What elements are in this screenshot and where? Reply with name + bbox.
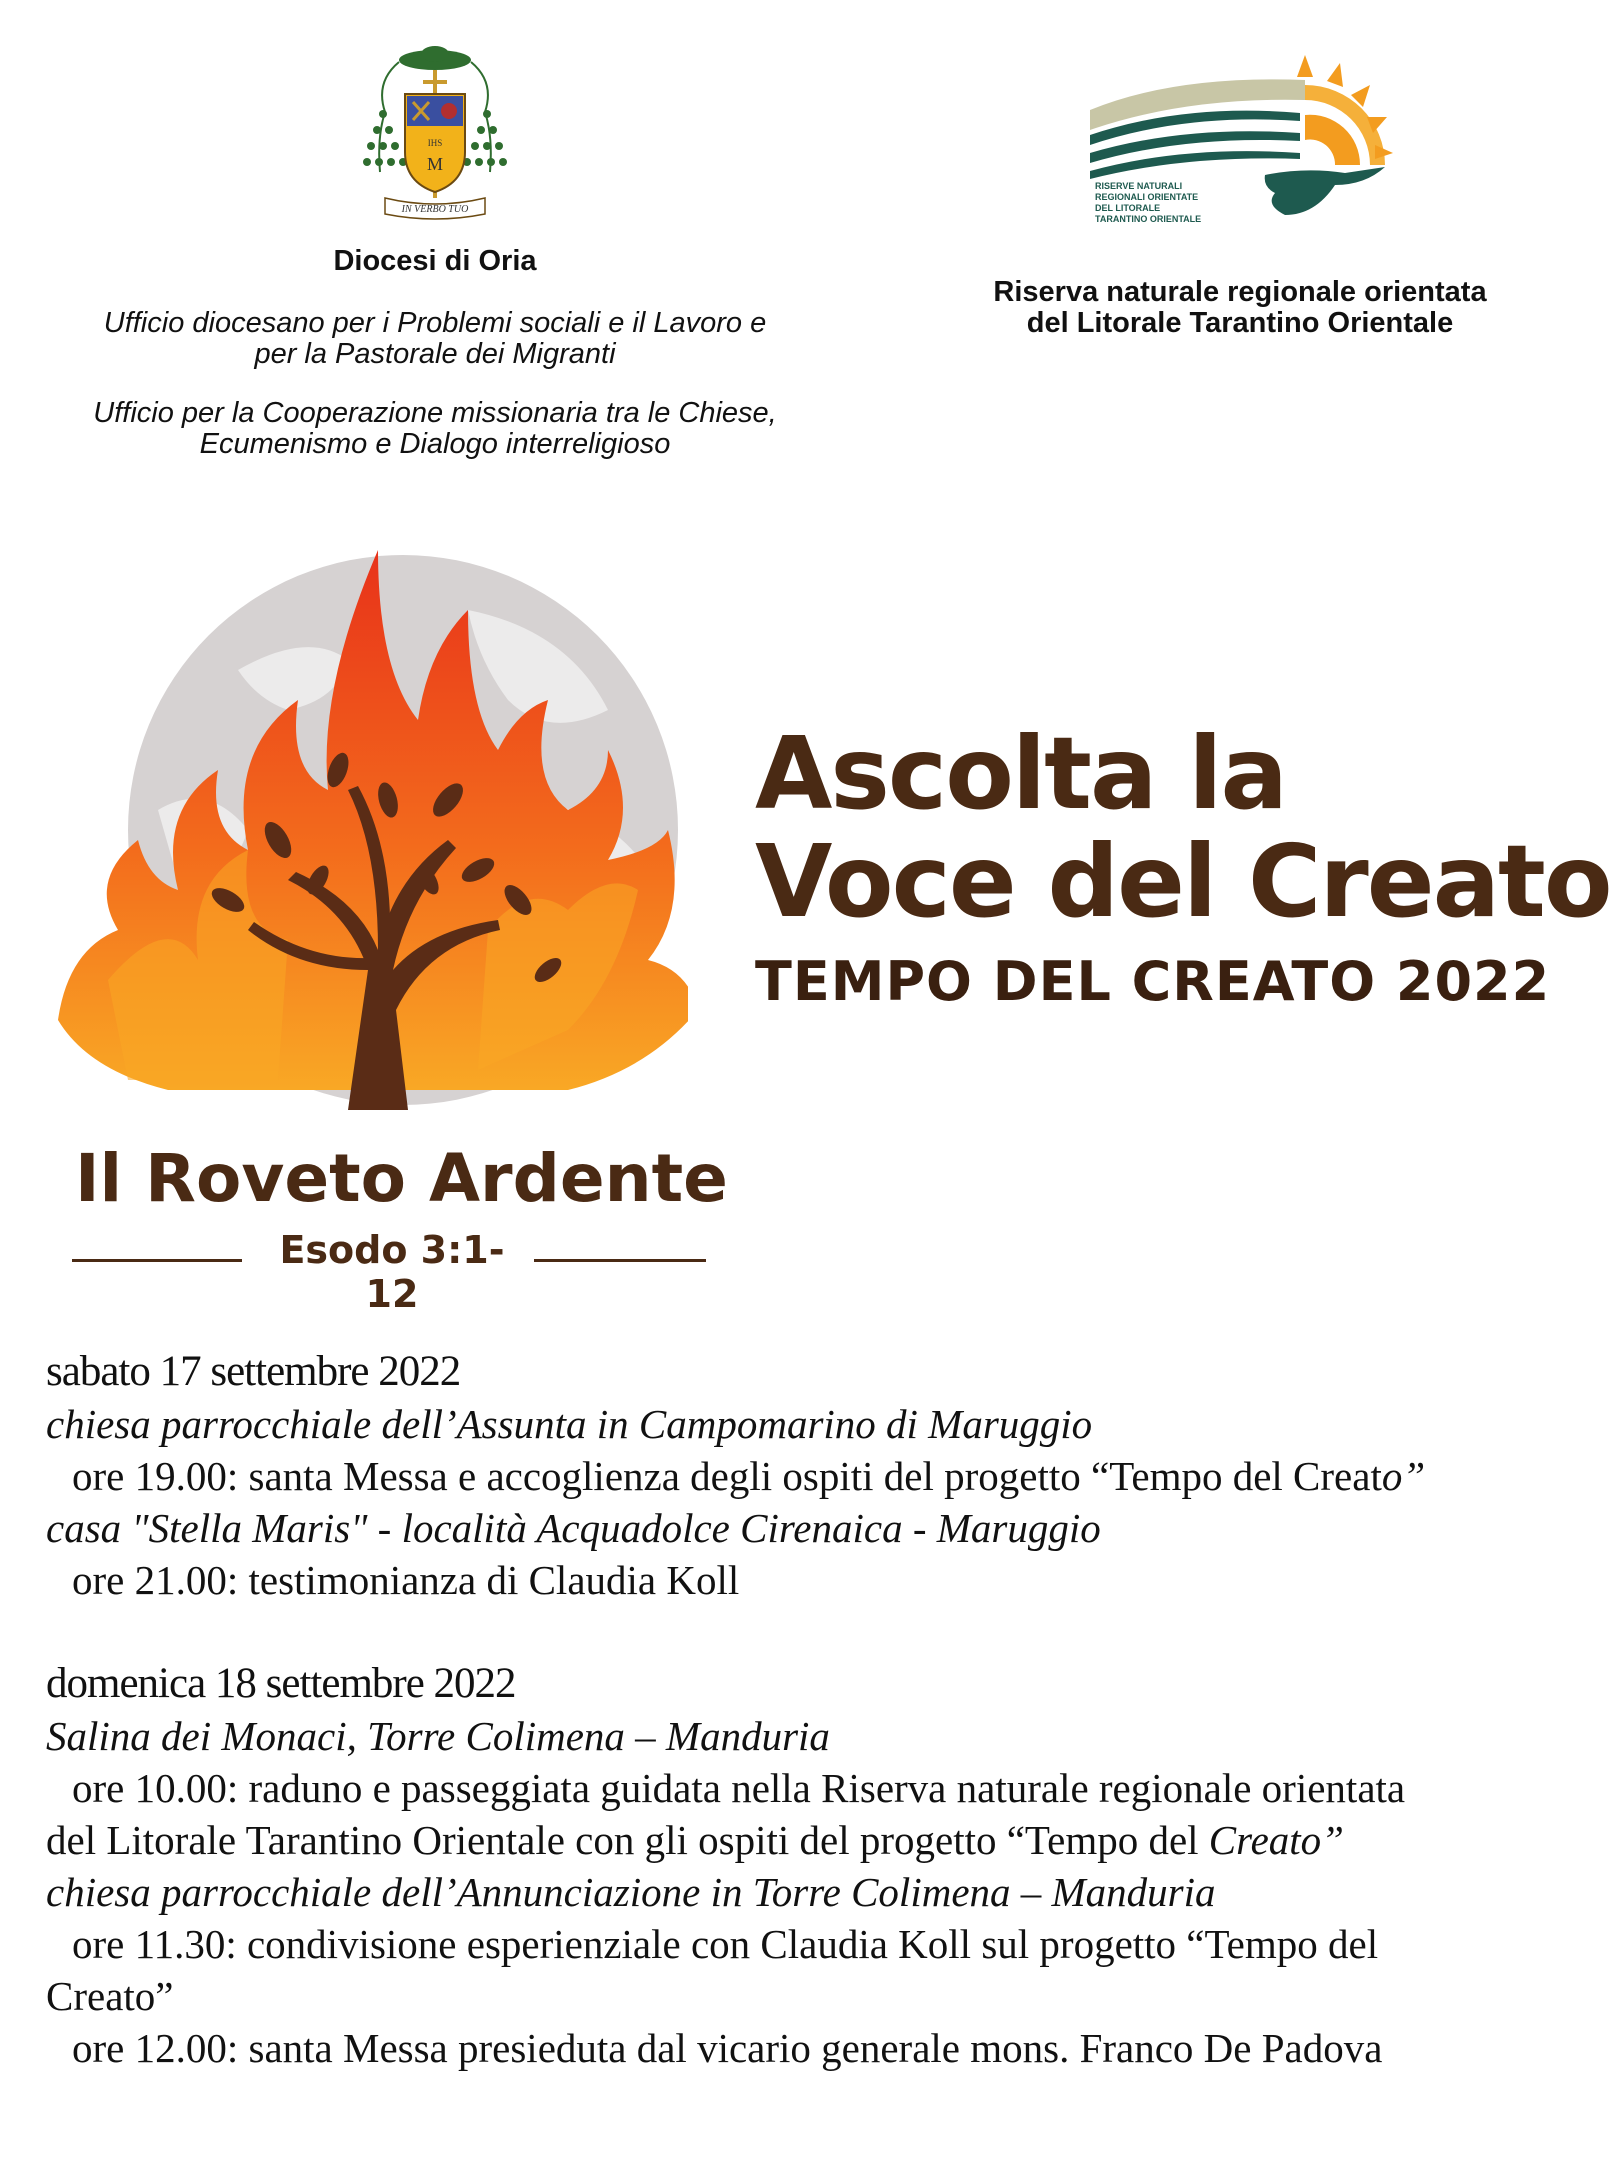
day2-place2: chiesa parrocchiale dell’Annunciazione in Torre Colimena – Manduria [46, 1869, 1216, 1915]
main-subtitle: TEMPO DEL CREATO 2022 [755, 950, 1551, 1013]
svg-text:DEL LITORALE: DEL LITORALE [1095, 203, 1161, 213]
program-day1 [46, 1346, 1596, 1606]
office-description-1 [0, 308, 885, 370]
svg-text:IN VERBO TUO: IN VERBO TUO [401, 204, 469, 215]
office-description-2-line1: Ufficio per la Cooperazione missionaria tra le Chiese, [93, 397, 777, 429]
office-description-2-line2: Ecumenismo e Dialogo interreligioso [199, 428, 671, 460]
svg-text:IHS: IHS [427, 138, 443, 148]
reserve-caption-line1: Riserva naturale regionale orientata [993, 276, 1487, 308]
divider-right [534, 1259, 706, 1262]
svg-text:REGIONALI ORIENTATE: REGIONALI ORIENTATE [1095, 192, 1199, 202]
svg-text:TARANTINO ORIENTALE: TARANTINO ORIENTALE [1095, 214, 1202, 224]
day1-event1: ore 19.00: santa Messa e accoglienza degli ospiti del progetto “Tempo del Creato” [72, 1453, 1426, 1499]
divider-left [72, 1259, 242, 1262]
svg-text:RISERVE NATURALI: RISERVE NATURALI [1095, 181, 1183, 191]
office-description-1-line1: Ufficio diocesano per i Problemi sociali e il Lavoro e [103, 307, 767, 339]
reserve-caption [960, 277, 1520, 339]
day1-place1: chiesa parrocchiale dell’Assunta in Campomarino di Maruggio [46, 1401, 1093, 1447]
day1-date: sabato 17 settembre 2022 [46, 1348, 461, 1395]
scripture-reference: Esodo 3:1-12 [279, 1228, 505, 1316]
diocese-coat-of-arms [355, 42, 515, 232]
day2-event3: ore 12.00: santa Messa presieduta dal vicario generale mons. Franco De Padova [72, 2025, 1383, 2071]
day2-event1-line2: del Litorale Tarantino Orientale con gli ospiti del progetto “Tempo del Creato” [46, 1817, 1344, 1863]
day1-event2: ore 21.00: testimonianza di Claudia Koll [72, 1557, 740, 1603]
office-description-1-line2: per la Pastorale dei Migranti [254, 338, 616, 370]
emblem-reference-row [72, 1228, 712, 1316]
emblem-title: Il Roveto Ardente [75, 1140, 728, 1217]
diocese-name: Diocesi di Oria [333, 245, 537, 277]
day2-place1: Salina dei Monaci, Torre Colimena – Manduria [46, 1713, 830, 1759]
day2-event1-line1: ore 10.00: raduno e passeggiata guidata nella Riserva naturale regionale orientata [72, 1765, 1406, 1811]
day2-event2-line2: Creato” [46, 1973, 174, 2019]
burning-bush-emblem [48, 550, 688, 1130]
day2-event2-line1: ore 11.30: condivisione esperienziale con Claudia Koll sul progetto “Tempo del [72, 1921, 1379, 1967]
nature-reserve-logo [1085, 55, 1395, 240]
bird-icon [1265, 167, 1385, 215]
svg-text:M: M [426, 154, 444, 174]
day2-date: domenica 18 settembre 2022 [46, 1660, 516, 1707]
sun-icon [1297, 55, 1393, 165]
reserve-caption-line2: del Litorale Tarantino Orientale [1026, 307, 1454, 339]
program-day2 [46, 1658, 1596, 2074]
main-title-line1: Ascolta la [755, 715, 1287, 832]
main-title-line2: Voce del Creato [755, 823, 1611, 940]
office-description-2 [0, 398, 885, 460]
day1-place2: casa "Stella Maris" - località Acquadolce Cirenaica - Maruggio [46, 1505, 1101, 1551]
